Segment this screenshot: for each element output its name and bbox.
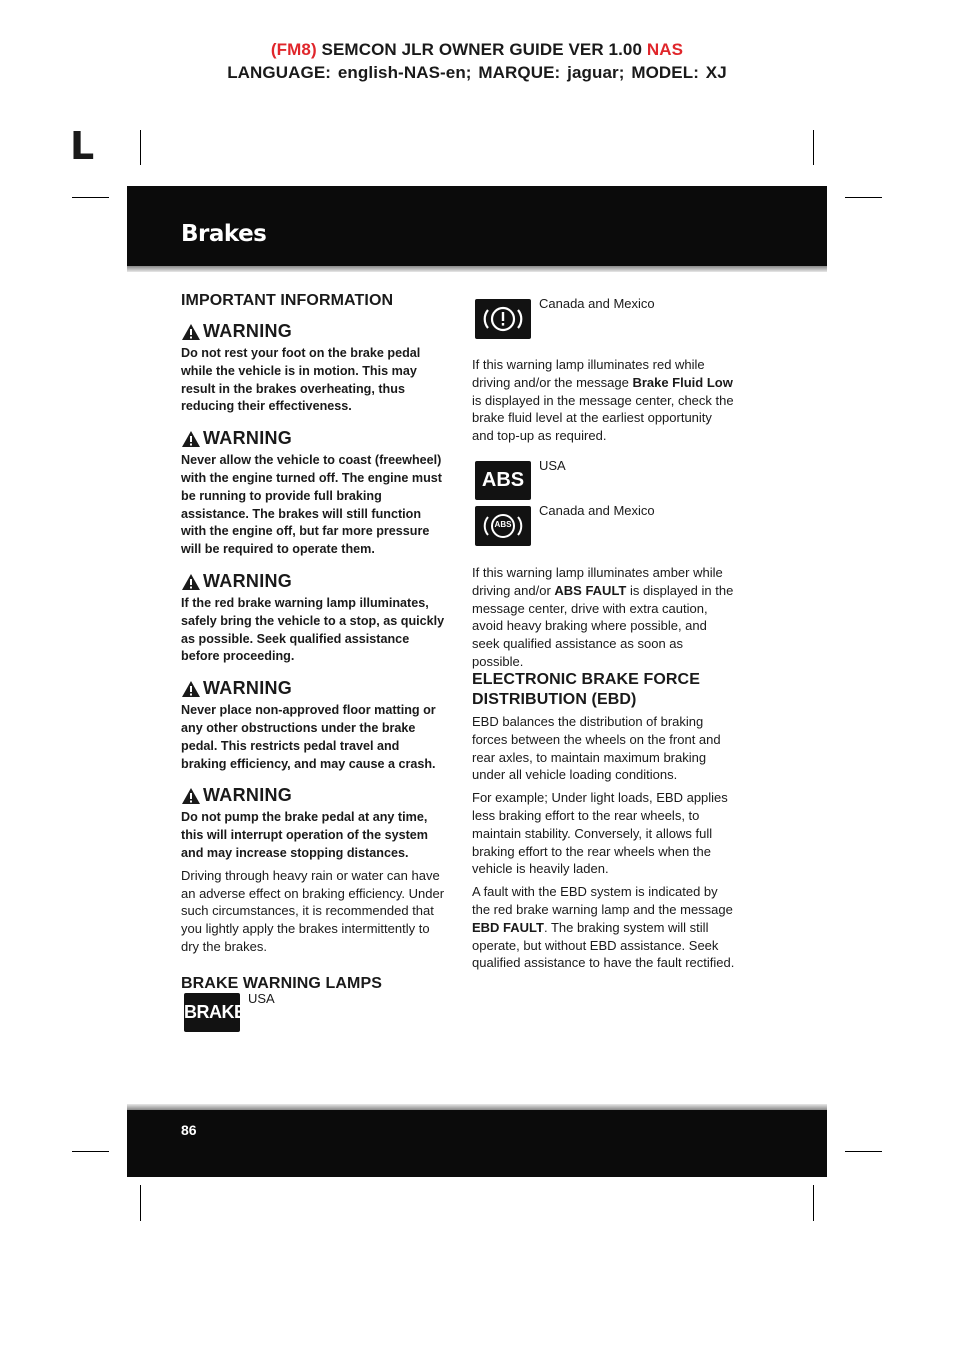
warning-triangle-icon	[181, 680, 201, 698]
ebd-heading: ELECTRONIC BRAKE FORCE DISTRIBUTION (EBD)	[472, 671, 700, 708]
ebd-paragraph-2: For example; Under light loads, EBD applies less braking effort to the rear wheels, to maintain stability. Conversely, it allows full braking effort to the rear wheels when the vehicle is heavily laden.	[472, 790, 728, 877]
brake-circle-exclamation-icon	[475, 299, 531, 339]
rain-paragraph: Driving through heavy rain or water can have an adverse effect on braking efficiency. Under such circumstances, it is recommended that you lightly apply the brakes intermittently to dry the brakes.	[181, 867, 445, 954]
abs-fault-message: ABS FAULT	[554, 582, 627, 598]
crop-mark	[72, 197, 109, 198]
warning-header	[181, 571, 446, 593]
abs-paragraph	[472, 564, 737, 671]
abs-canada-caption: Canada and Mexico	[539, 503, 655, 518]
abs-lamp-icon	[475, 461, 531, 500]
warning-text-foot-on-pedal: Do not rest your foot on the brake pedal while the vehicle is in motion. This may result in the brakes overheating, thus reducing their effectiveness.	[181, 346, 421, 414]
abs-text-2: is displayed in the message center, drive with extra caution, avoid heavy braking where possible, and seek qualified assistance as soon as possible.	[472, 582, 734, 669]
abs-text-1: If this warning lamp illuminates amber while driving and/or	[472, 565, 723, 598]
page-number: 86	[181, 1122, 197, 1138]
brake-fluid-text-1: If this warning lamp illuminates red while driving and/or the message	[472, 357, 705, 390]
crop-mark	[845, 197, 882, 198]
crop-mark	[140, 130, 141, 165]
abs-circle-lamp-icon	[475, 506, 531, 546]
important-information-heading: IMPORTANT INFORMATION	[181, 292, 394, 309]
brake-fluid-message: Brake Fluid Low	[632, 374, 733, 390]
brake-lamp-text: BRAKE	[184, 1002, 246, 1022]
header-fm-code: (FM8)	[270, 40, 317, 59]
footer-band	[127, 1110, 827, 1177]
warning-text-floor-matting: Never place non-approved floor matting or any other obstructions under the brake pedal. This restricts pedal travel and braking efficiency, and may cause a crash.	[181, 703, 436, 771]
warning-text-pump-pedal: Do not pump the brake pedal at any time, this will interrupt operation of the system and may increase stopping distances.	[181, 810, 429, 860]
warning-label: WARNING	[203, 571, 293, 592]
abs-lamp-text: ABS	[481, 469, 525, 491]
warning-text-coast: Never allow the vehicle to coast (freewheel) with the engine turned off. The engine must be running to provide full braking assistance. The brakes will still function with the engine off, but far more pressure will be required to operate them.	[181, 453, 442, 557]
left-column	[181, 291, 446, 994]
ebd-fault-text-2: . The braking system will still operate, but without EBD assistance. Seek qualified assistance to have the fault rectified.	[472, 919, 735, 971]
document-header-line2: LANGUAGE: english-NAS-en; MARQUE: jaguar; MODEL: XJ	[227, 63, 727, 82]
registration-letter: L	[70, 124, 95, 168]
brake-fluid-paragraph	[472, 356, 737, 445]
header-guide-title: SEMCON JLR OWNER GUIDE VER 1.00	[316, 40, 647, 59]
brake-lamp-caption: USA	[248, 991, 275, 1006]
brake-warning-lamps-heading: BRAKE WARNING LAMPS	[181, 974, 383, 992]
warning-triangle-icon	[181, 430, 201, 448]
ebd-fault-text-1: A fault with the EBD system is indicated by the red brake warning lamp and the message	[472, 884, 733, 917]
abs-circle-text: ABS	[494, 520, 512, 529]
warning-label: WARNING	[203, 428, 293, 449]
warning-header	[181, 785, 446, 807]
warning-header	[181, 678, 446, 700]
warning-header	[181, 428, 446, 450]
crop-mark	[845, 1151, 882, 1152]
crop-mark	[813, 130, 814, 165]
brake-lamp-icon	[184, 993, 246, 1032]
header-region: NAS	[646, 40, 684, 59]
warning-label: WARNING	[203, 785, 293, 806]
ebd-paragraph-1: EBD balances the distribution of braking forces between the wheels on the front and rear axles, to maintain maximum braking under all vehicle loading conditions.	[472, 714, 721, 783]
warning-label: WARNING	[203, 678, 293, 699]
warning-triangle-icon	[181, 323, 201, 341]
document-header-line1	[0, 40, 954, 60]
warning-triangle-icon	[181, 787, 201, 805]
brake-fluid-symbol-icon	[475, 299, 531, 339]
abs-usa-caption: USA	[539, 458, 566, 473]
warning-label: WARNING	[203, 321, 293, 342]
section-title: Brakes	[181, 221, 267, 247]
ebd-fault-paragraph	[472, 883, 737, 972]
warning-text-red-lamp: If the red brake warning lamp illuminates, safely bring the vehicle to a stop, as quickly as possible. Seek qualified assistance before proceeding.	[181, 595, 445, 664]
warning-header	[181, 321, 446, 343]
ebd-section	[472, 670, 737, 972]
title-band-gradient	[127, 266, 827, 272]
crop-mark	[140, 1185, 141, 1221]
ebd-fault-message: EBD FAULT	[472, 919, 544, 935]
crop-mark	[813, 1185, 814, 1221]
brake-symbol-caption: Canada and Mexico	[539, 296, 655, 311]
warning-triangle-icon	[181, 573, 201, 591]
crop-mark	[72, 1151, 109, 1152]
brake-fluid-text-2: is displayed in the message center, check the brake fluid level at the earliest opportunity and top-up as required.	[472, 392, 734, 444]
